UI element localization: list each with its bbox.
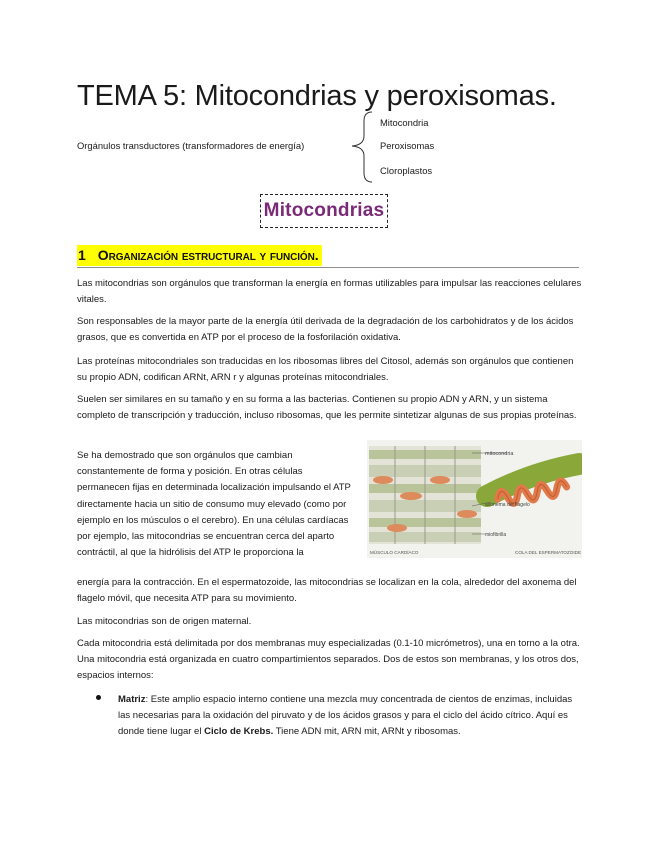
boxed-title-text: Mitocondrias [263,200,385,221]
paragraph-5-continued: energía para la contracción. En el espermatozoide, las mitocondrias se localizan en la cola, alrededor del axonema del flagelo móvil, que necesita ATP para su movimiento. [77,577,577,605]
figure-label-axonema: axonema del flagelo [485,502,530,508]
bullet-icon [96,695,101,700]
section-title: Organización estructural y función. [97,247,319,263]
figure-caption-cola: COLA DEL ESPERMATOZOIDE [515,550,582,555]
bullet-matriz [118,692,583,741]
paragraph-7: Cada mitocondria está delimitada por dos membranas muy especializadas (0.1-10 micrómetros), una en torno a la otra. Una mitocondria está organizada en cuatro compartimientos separados. Dos de estos son membranas, y los otros dos, espacios internos: [77,638,580,682]
figure-label-mitocondria: mitocondria [485,451,514,457]
page-title: TEMA 5: Mitocondrias y peroxisomas. [77,80,557,112]
paragraph-5-wrapped: Se ha demostrado que son orgánulos que cambian constantemente de forma y posición. En otras células permanecen fijas en determinada localización impulsando el ATP directamente hacia un sitio de consumo muy elevado (como por ejemplo en los músculos o el cerebro). En una células cardíacas por ejemplo, las mitocondrias se encuentran cerca del aparto contráctil, al que la hidrólisis del ATP le proporciona la [77,450,351,559]
section-number: 1 [78,247,86,263]
organulo-item-peroxisomas: Peroxisomas [380,140,435,151]
bullet-text-b: Tiene ADN mit, ARN mit, ARNt y ribosomas. [273,726,461,738]
mitochondria-figure [367,440,582,558]
figure-label-miofibrilla: miofibrilla [485,532,507,538]
cardiac-muscle-illustration [369,446,481,544]
organulo-item-cloroplastos: Cloroplastos [380,165,433,176]
figure-caption-musculo: MÚSCULO CARDÍACO [370,550,419,555]
organulos-label: Orgánulos transductores (transformadores de energía) [77,140,305,151]
section-heading [77,245,579,268]
paragraph-1: Las mitocondrias son orgánulos que transforman la energía en formas utilizables para impulsar las reacciones celulares vitales. [77,278,582,306]
organulo-item-mitocondria: Mitocondria [380,117,429,128]
section-heading-highlight [77,245,322,266]
paragraph-6: Las mitocondrias son de origen maternal. [77,616,252,627]
boxed-title [260,194,388,228]
bullet-term-matriz: Matriz [118,694,146,705]
paragraph-3: Las proteínas mitocondriales son traducidas en los ribosomas libres del Citosol, además son orgánulos que contienen su propio ADN, codifican ARNt, ARN r y algunas proteínas mitocondriales. [77,356,574,384]
bullet-text-a: : Este amplio espacio interno contiene una mezcla muy concentrada de cientos de enzimas, incluidas las necesarias para la oxidación del piruvato y de los ácidos grasos y para el ciclo del ácido cítrico. Aquí es donde tiene lugar el [118,694,573,738]
brace-icon [342,109,380,187]
bullet-term-krebs: Ciclo de Krebs. [204,726,274,738]
paragraph-2: Son responsables de la mayor parte de la energía útil derivada de la degradación de los carbohidratos y de los ácidos grasos, que es convertida en ATP por el proceso de la fosforilación oxidativa. [77,316,574,344]
paragraph-4: Suelen ser similares en su tamaño y en su forma a las bacterias. Contienen su propio ADN y ARN, y un sistema completo de transcripción y traducción, incluso ribosomas, que les permite sintetizar algunas de sus propias proteínas. [77,394,577,422]
